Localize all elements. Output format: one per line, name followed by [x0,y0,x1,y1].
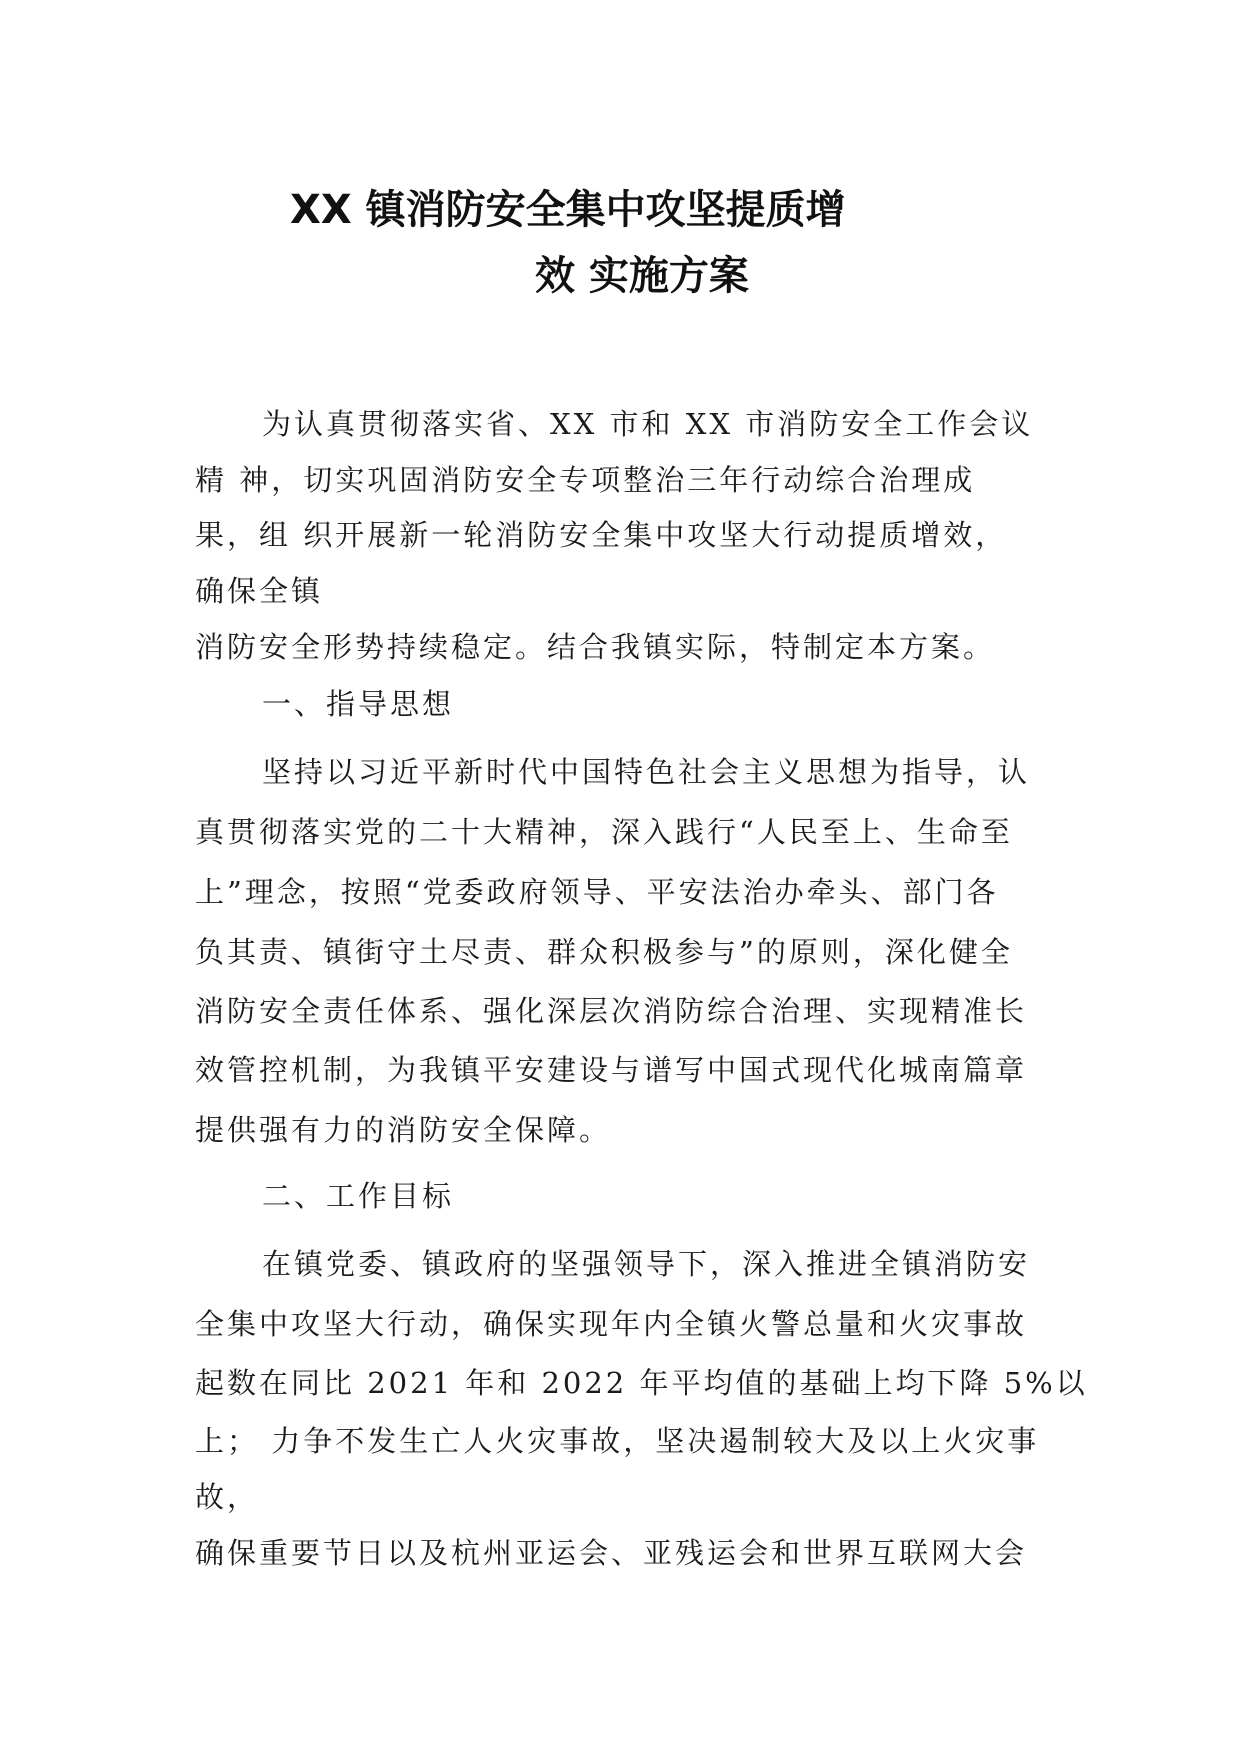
work-goals-paragraph-line: 起数在同比 2021 年和 2022 年平均值的基础上均下降 5%以 [195,1366,1088,1400]
guiding-thought-paragraph-line: 坚持以习近平新时代中国特色社会主义思想为指导，认 [262,755,1031,789]
guiding-thought-paragraph-line: 效管控机制，为我镇平安建设与谱写中国式现代化城南篇章 [195,1053,1028,1087]
guiding-thought-paragraph-line: 上”理念，按照“党委政府领导、平安法治办牵头、部门各 [195,875,999,909]
guiding-thought-paragraph-line: 消防安全责任体系、强化深层次消防综合治理、实现精准长 [195,994,1028,1028]
work-goals-paragraph-line: 在镇党委、镇政府的坚强领导下，深入推进全镇消防安 [262,1247,1031,1281]
section-heading-work-goals: 二、工作目标 [262,1179,455,1213]
guiding-thought-paragraph-line: 提供强有力的消防安全保障。 [195,1113,612,1147]
document-title-line-1: XX 镇消防安全集中攻坚提质增 [290,187,846,233]
intro-paragraph-line: 为认真贯彻落实省、XX 市和 XX 市消防安全工作会议 [262,407,1034,441]
intro-paragraph-line: 果，组 织开展新一轮消防安全集中攻坚大行动提质增效， [195,518,1008,552]
work-goals-paragraph-line: 确保重要节日以及杭州亚运会、亚残运会和世界互联网大会 [195,1536,1028,1570]
intro-paragraph-line: 精 神，切实巩固消防安全专项整治三年行动综合治理成 [195,463,976,497]
section-heading-guiding-thought: 一、指导思想 [262,687,455,721]
work-goals-paragraph-line: 故， [195,1480,260,1514]
guiding-thought-paragraph-line: 真贯彻落实党的二十大精神，深入践行“人民至上、生命至 [195,815,1013,849]
guiding-thought-paragraph-line: 负其责、镇街守土尽责、群众积极参与”的原则，深化健全 [195,935,1013,969]
document-title-line-2: 效 实施方案 [535,253,749,299]
intro-paragraph-line: 确保全镇 [195,574,324,608]
intro-paragraph-line: 消防安全形势持续稳定。结合我镇实际，特制定本方案。 [195,630,996,664]
work-goals-paragraph-line: 全集中攻坚大行动，确保实现年内全镇火警总量和火灾事故 [195,1307,1028,1341]
work-goals-paragraph-line: 上； 力争不发生亡人火灾事故，坚决遏制较大及以上火灾事 [195,1424,1040,1458]
